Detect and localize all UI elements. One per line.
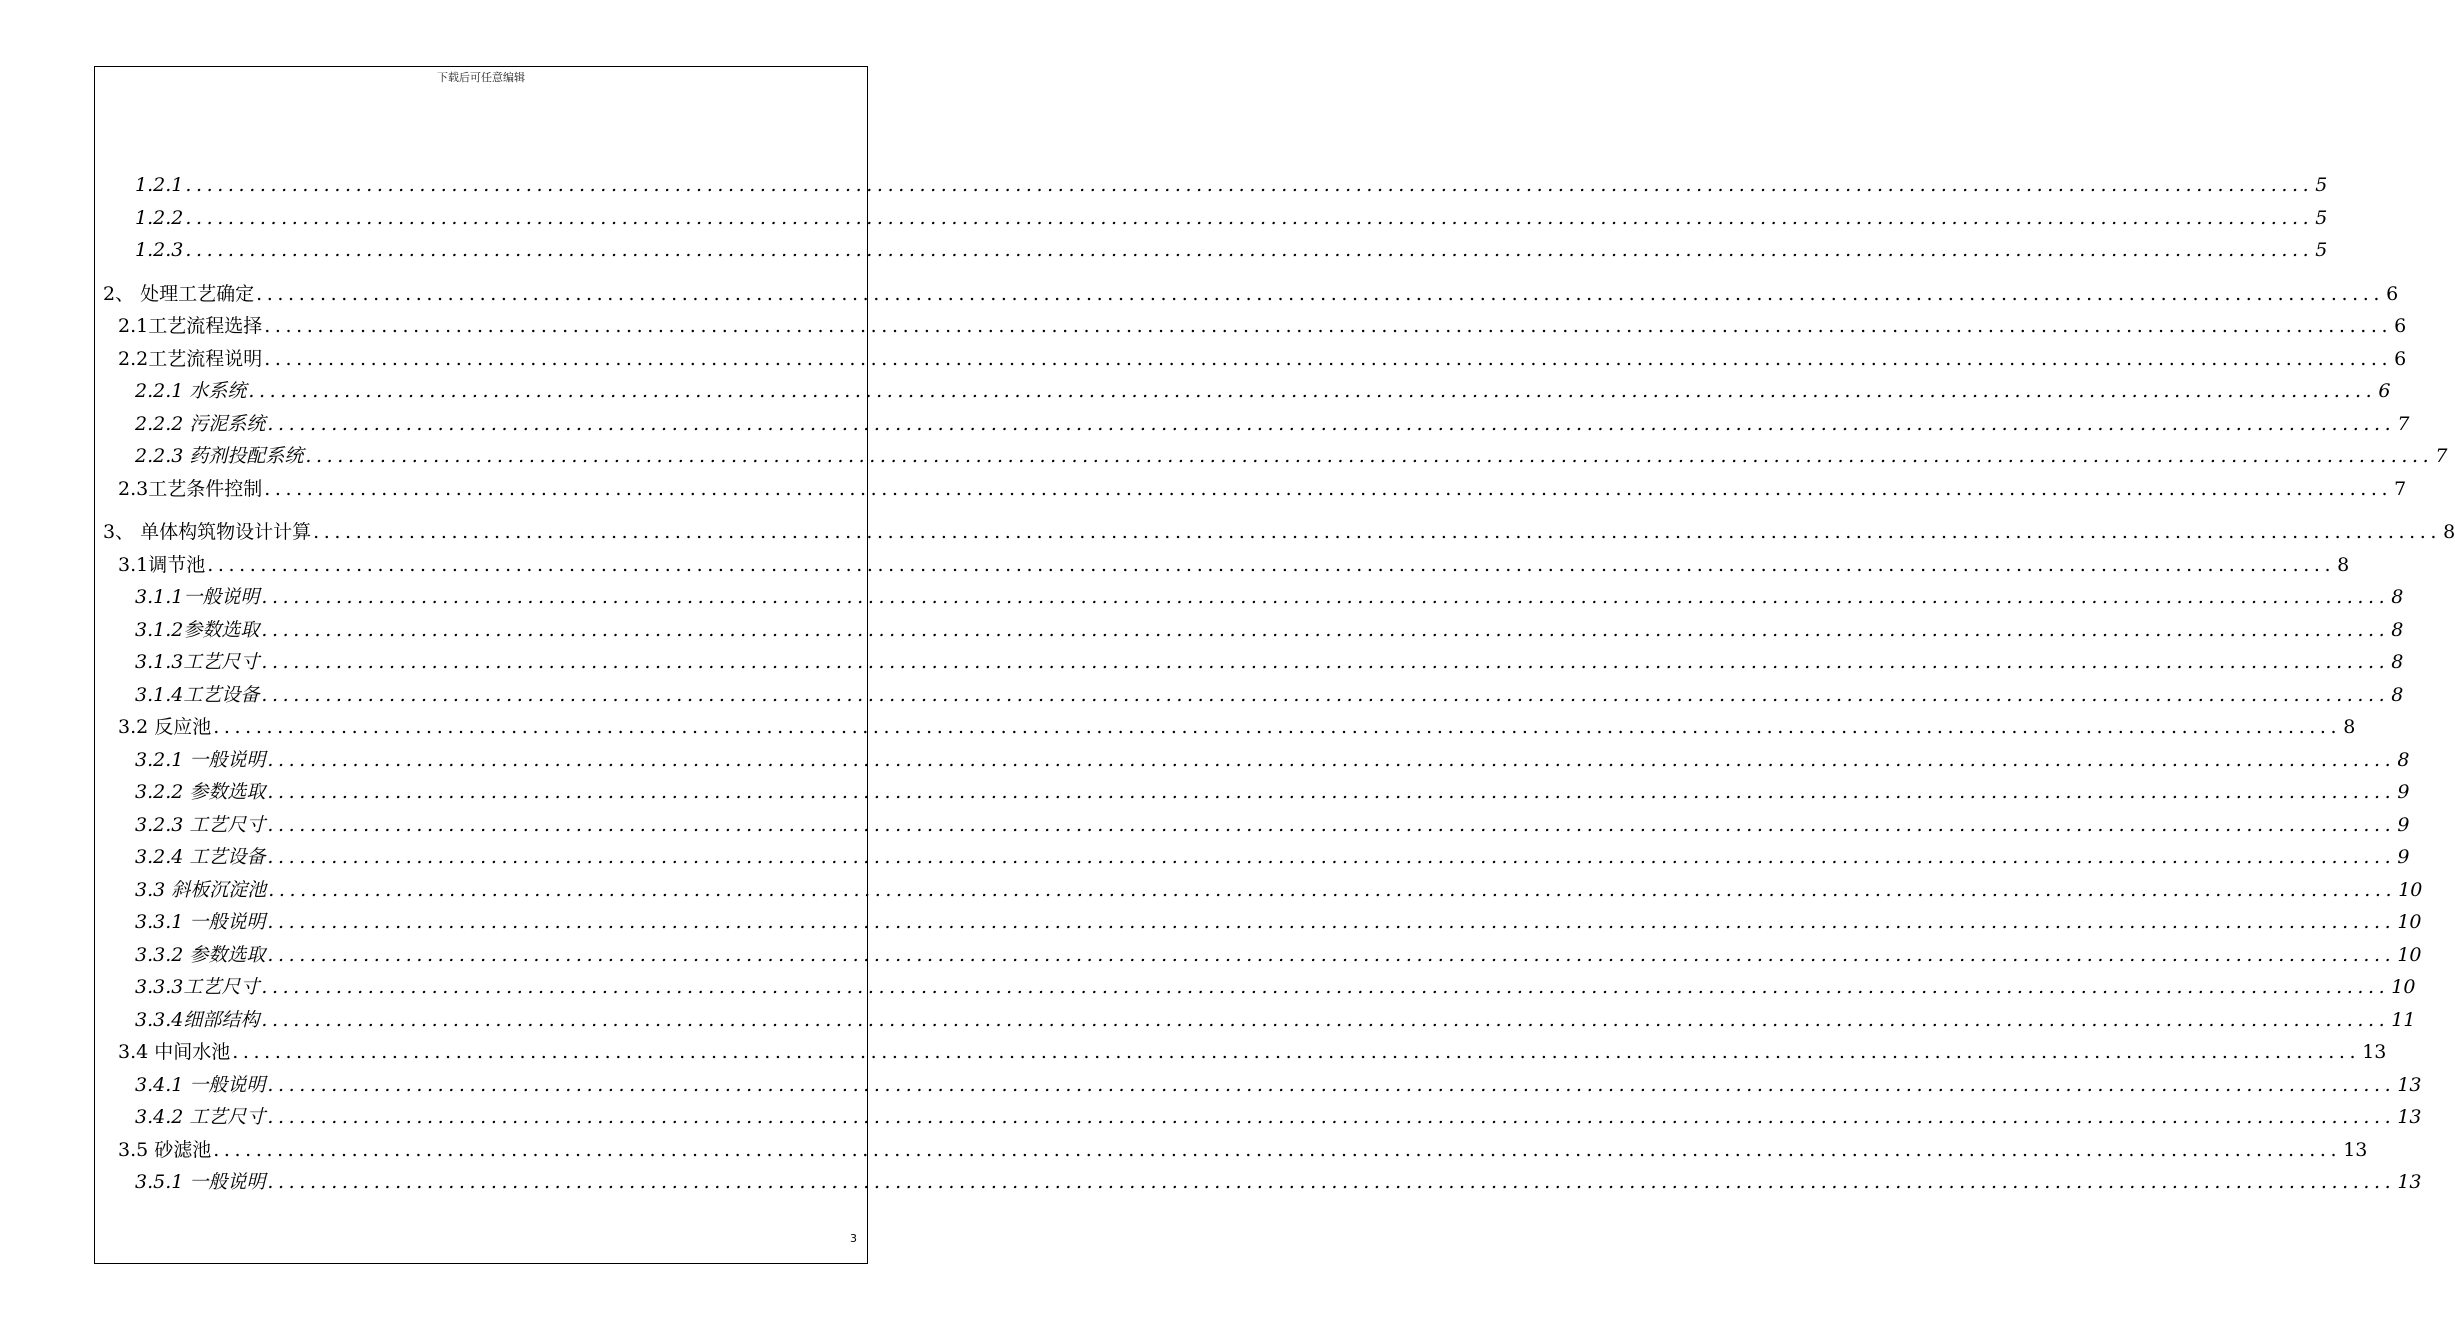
toc-leader-dots: ........................................................................................................................................................................................................ — [185, 239, 2314, 261]
toc-entry-title: 3.3.3工艺尺寸 — [135, 976, 260, 998]
toc-entry[interactable] — [135, 813, 2410, 837]
toc-entry-title: 3.3 斜板沉淀池 — [135, 878, 267, 901]
toc-entry[interactable] — [135, 845, 2410, 869]
toc-leader-dots: ........................................................................................................................................................................................................ — [264, 477, 2393, 500]
toc-leader-dots: ........................................................................................................................................................................................................ — [213, 1138, 2342, 1161]
toc-entry-title: 3.4 中间水池 — [118, 1041, 231, 1063]
page-frame — [94, 66, 2455, 1264]
toc-entry-page: 8 — [2391, 683, 2404, 706]
toc-leader-dots: ........................................................................................................................................................................................................ — [207, 553, 2336, 576]
toc-entry[interactable] — [135, 238, 2328, 262]
toc-entry-page: 10 — [2397, 943, 2422, 966]
toc-leader-dots: ........................................................................................................................................................................................................ — [313, 521, 2442, 543]
toc-entry-page: 8 — [2391, 618, 2404, 641]
toc-entry-page: 7 — [2435, 445, 2448, 467]
toc-leader-dots: ........................................................................................................................................................................................................ — [185, 206, 2314, 229]
toc-leader-dots: ........................................................................................................................................................................................................ — [213, 716, 2342, 738]
toc-entry[interactable] — [135, 780, 2410, 804]
toc-entry-page: 10 — [2398, 878, 2423, 901]
toc-leader-dots: ........................................................................................................................................................................................................ — [267, 748, 2396, 771]
toc-entry[interactable] — [103, 282, 2399, 306]
toc-entry-page: 5 — [2315, 174, 2328, 196]
toc-leader-dots: ........................................................................................................................................................................................................ — [232, 1041, 2361, 1063]
toc-entry-page: 10 — [2391, 976, 2416, 998]
toc-leader-dots: ........................................................................................................................................................................................................ — [267, 1073, 2396, 1096]
toc-entry-title: 1.2.2 — [135, 206, 184, 229]
toc-entry[interactable] — [118, 1040, 2387, 1064]
toc-leader-dots: ........................................................................................................................................................................................................ — [261, 651, 2390, 673]
toc-entry[interactable] — [135, 683, 2404, 707]
toc-entry-page: 8 — [2443, 521, 2455, 543]
toc-entry-title: 3.3.4细部结构 — [135, 1008, 260, 1031]
footer-page-number: 3 — [850, 1232, 857, 1245]
toc-entry-title: 3.5 砂滤池 — [118, 1138, 212, 1161]
toc-entry-page: 13 — [2397, 1171, 2422, 1193]
toc-leader-dots: ........................................................................................................................................................................................................ — [185, 174, 2314, 196]
toc-entry-title: 3.2.2 参数选取 — [135, 781, 266, 803]
toc-entry[interactable] — [118, 314, 2407, 338]
toc-leader-dots: ........................................................................................................................................................................................................ — [267, 1171, 2396, 1193]
toc-entry-title: 2.1工艺流程选择 — [118, 315, 263, 337]
toc-entry-title: 2.2.3 药剂投配系统 — [135, 445, 304, 467]
toc-entry[interactable] — [118, 1138, 2368, 1162]
toc-entry-title: 2.2.1 水系统 — [135, 380, 247, 402]
toc-leader-dots: ........................................................................................................................................................................................................ — [264, 347, 2393, 370]
toc-entry-title: 3.4.1 一般说明 — [135, 1073, 266, 1096]
toc-leader-dots: ........................................................................................................................................................................................................ — [267, 1106, 2396, 1128]
toc-entry-page: 8 — [2391, 586, 2404, 608]
toc-entry[interactable] — [135, 444, 2448, 468]
toc-entry[interactable] — [135, 1073, 2422, 1097]
toc-entry-page: 7 — [2397, 412, 2410, 435]
toc-entry[interactable] — [135, 910, 2422, 934]
toc-entry-title: 3.2.1 一般说明 — [135, 748, 266, 771]
toc-entry-title: 2.3工艺条件控制 — [118, 477, 263, 500]
toc-leader-dots: ........................................................................................................................................................................................................ — [261, 586, 2390, 608]
toc-entry[interactable] — [135, 412, 2410, 436]
toc-entry[interactable] — [135, 1105, 2422, 1129]
toc-entry-title: 3.2.4 工艺设备 — [135, 846, 266, 868]
toc-entry-page: 8 — [2337, 553, 2350, 576]
toc-entry-page: 13 — [2343, 1138, 2368, 1161]
toc-leader-dots: ........................................................................................................................................................................................................ — [248, 380, 2377, 402]
toc-entry-page: 6 — [2394, 347, 2407, 370]
toc-entry[interactable] — [135, 943, 2422, 967]
header-note: 下载后可任意编辑 — [437, 71, 525, 84]
toc-leader-dots: ........................................................................................................................................................................................................ — [267, 813, 2396, 836]
toc-entry-title: 3、 单体构筑物设计计算 — [103, 521, 312, 543]
toc-leader-dots: ........................................................................................................................................................................................................ — [305, 445, 2434, 467]
toc-entry-page: 10 — [2397, 911, 2422, 933]
toc-entry-page: 5 — [2315, 239, 2328, 261]
toc-entry-page: 7 — [2394, 477, 2407, 500]
toc-entry[interactable] — [135, 1008, 2416, 1032]
toc-entry-page: 6 — [2394, 315, 2407, 337]
toc-entry-title: 2、 处理工艺确定 — [103, 282, 255, 305]
toc-entry-page: 8 — [2397, 748, 2410, 771]
toc-leader-dots: ........................................................................................................................................................................................................ — [261, 618, 2390, 641]
toc-entry[interactable] — [135, 878, 2423, 902]
toc-entry-page: 6 — [2378, 380, 2391, 402]
toc-entry-page: 8 — [2391, 651, 2404, 673]
toc-entry[interactable] — [135, 1170, 2422, 1194]
toc-entry-page: 6 — [2386, 282, 2399, 305]
toc-leader-dots: ........................................................................................................................................................................................................ — [267, 846, 2396, 868]
toc-entry-page: 9 — [2397, 813, 2410, 836]
toc-entry-title: 1.2.1 — [135, 174, 184, 196]
toc-entry-title: 3.1调节池 — [118, 553, 206, 576]
toc-leader-dots: ........................................................................................................................................................................................................ — [261, 683, 2390, 706]
toc-leader-dots: ........................................................................................................................................................................................................ — [261, 1008, 2390, 1031]
toc-entry-title: 3.3.2 参数选取 — [135, 943, 266, 966]
toc-leader-dots: ........................................................................................................................................................................................................ — [261, 976, 2390, 998]
toc-entry[interactable] — [135, 650, 2404, 674]
toc-entry-page: 9 — [2397, 846, 2410, 868]
toc-entry[interactable] — [118, 477, 2407, 501]
toc-entry-title: 3.1.2参数选取 — [135, 618, 260, 641]
toc-entry-title: 3.3.1 一般说明 — [135, 911, 266, 933]
toc-entry-title: 3.1.1一般说明 — [135, 586, 260, 608]
toc-entry-page: 5 — [2315, 206, 2328, 229]
toc-leader-dots: ........................................................................................................................................................................................................ — [267, 911, 2396, 933]
toc-leader-dots: ........................................................................................................................................................................................................ — [264, 315, 2393, 337]
toc-entry-page: 11 — [2391, 1008, 2416, 1031]
toc-entry-title: 1.2.3 — [135, 239, 184, 261]
toc-entry[interactable] — [135, 975, 2416, 999]
toc-entry[interactable] — [135, 206, 2328, 230]
toc-entry[interactable] — [118, 347, 2407, 371]
toc-entry-page: 13 — [2397, 1073, 2422, 1096]
toc-entry[interactable] — [135, 585, 2404, 609]
toc-entry[interactable] — [118, 715, 2356, 739]
toc-entry-title: 3.2.3 工艺尺寸 — [135, 813, 266, 836]
toc-entry[interactable] — [135, 173, 2328, 197]
toc-entry[interactable] — [135, 748, 2410, 772]
toc-leader-dots: ........................................................................................................................................................................................................ — [267, 943, 2396, 966]
toc-entry-page: 8 — [2343, 716, 2356, 738]
toc-leader-dots: ........................................................................................................................................................................................................ — [268, 878, 2397, 901]
toc-leader-dots: ........................................................................................................................................................................................................ — [267, 412, 2396, 435]
toc-entry-page: 13 — [2397, 1106, 2422, 1128]
toc-entry-title: 3.5.1 一般说明 — [135, 1171, 266, 1193]
toc-entry-title: 2.2工艺流程说明 — [118, 347, 263, 370]
toc-entry[interactable] — [118, 553, 2350, 577]
toc-entry-title: 3.2 反应池 — [118, 716, 212, 738]
toc-entry-page: 13 — [2362, 1041, 2387, 1063]
toc-leader-dots: ........................................................................................................................................................................................................ — [256, 282, 2385, 305]
toc-entry-page: 9 — [2397, 781, 2410, 803]
toc-leader-dots: ........................................................................................................................................................................................................ — [267, 781, 2396, 803]
toc-entry-title: 3.1.3工艺尺寸 — [135, 651, 260, 673]
toc-entry[interactable] — [135, 379, 2391, 403]
toc-entry-title: 3.1.4工艺设备 — [135, 683, 260, 706]
toc-entry[interactable] — [135, 618, 2404, 642]
toc-entry-title: 2.2.2 污泥系统 — [135, 412, 266, 435]
toc-entry[interactable] — [103, 520, 2455, 544]
toc-entry-title: 3.4.2 工艺尺寸 — [135, 1106, 266, 1128]
